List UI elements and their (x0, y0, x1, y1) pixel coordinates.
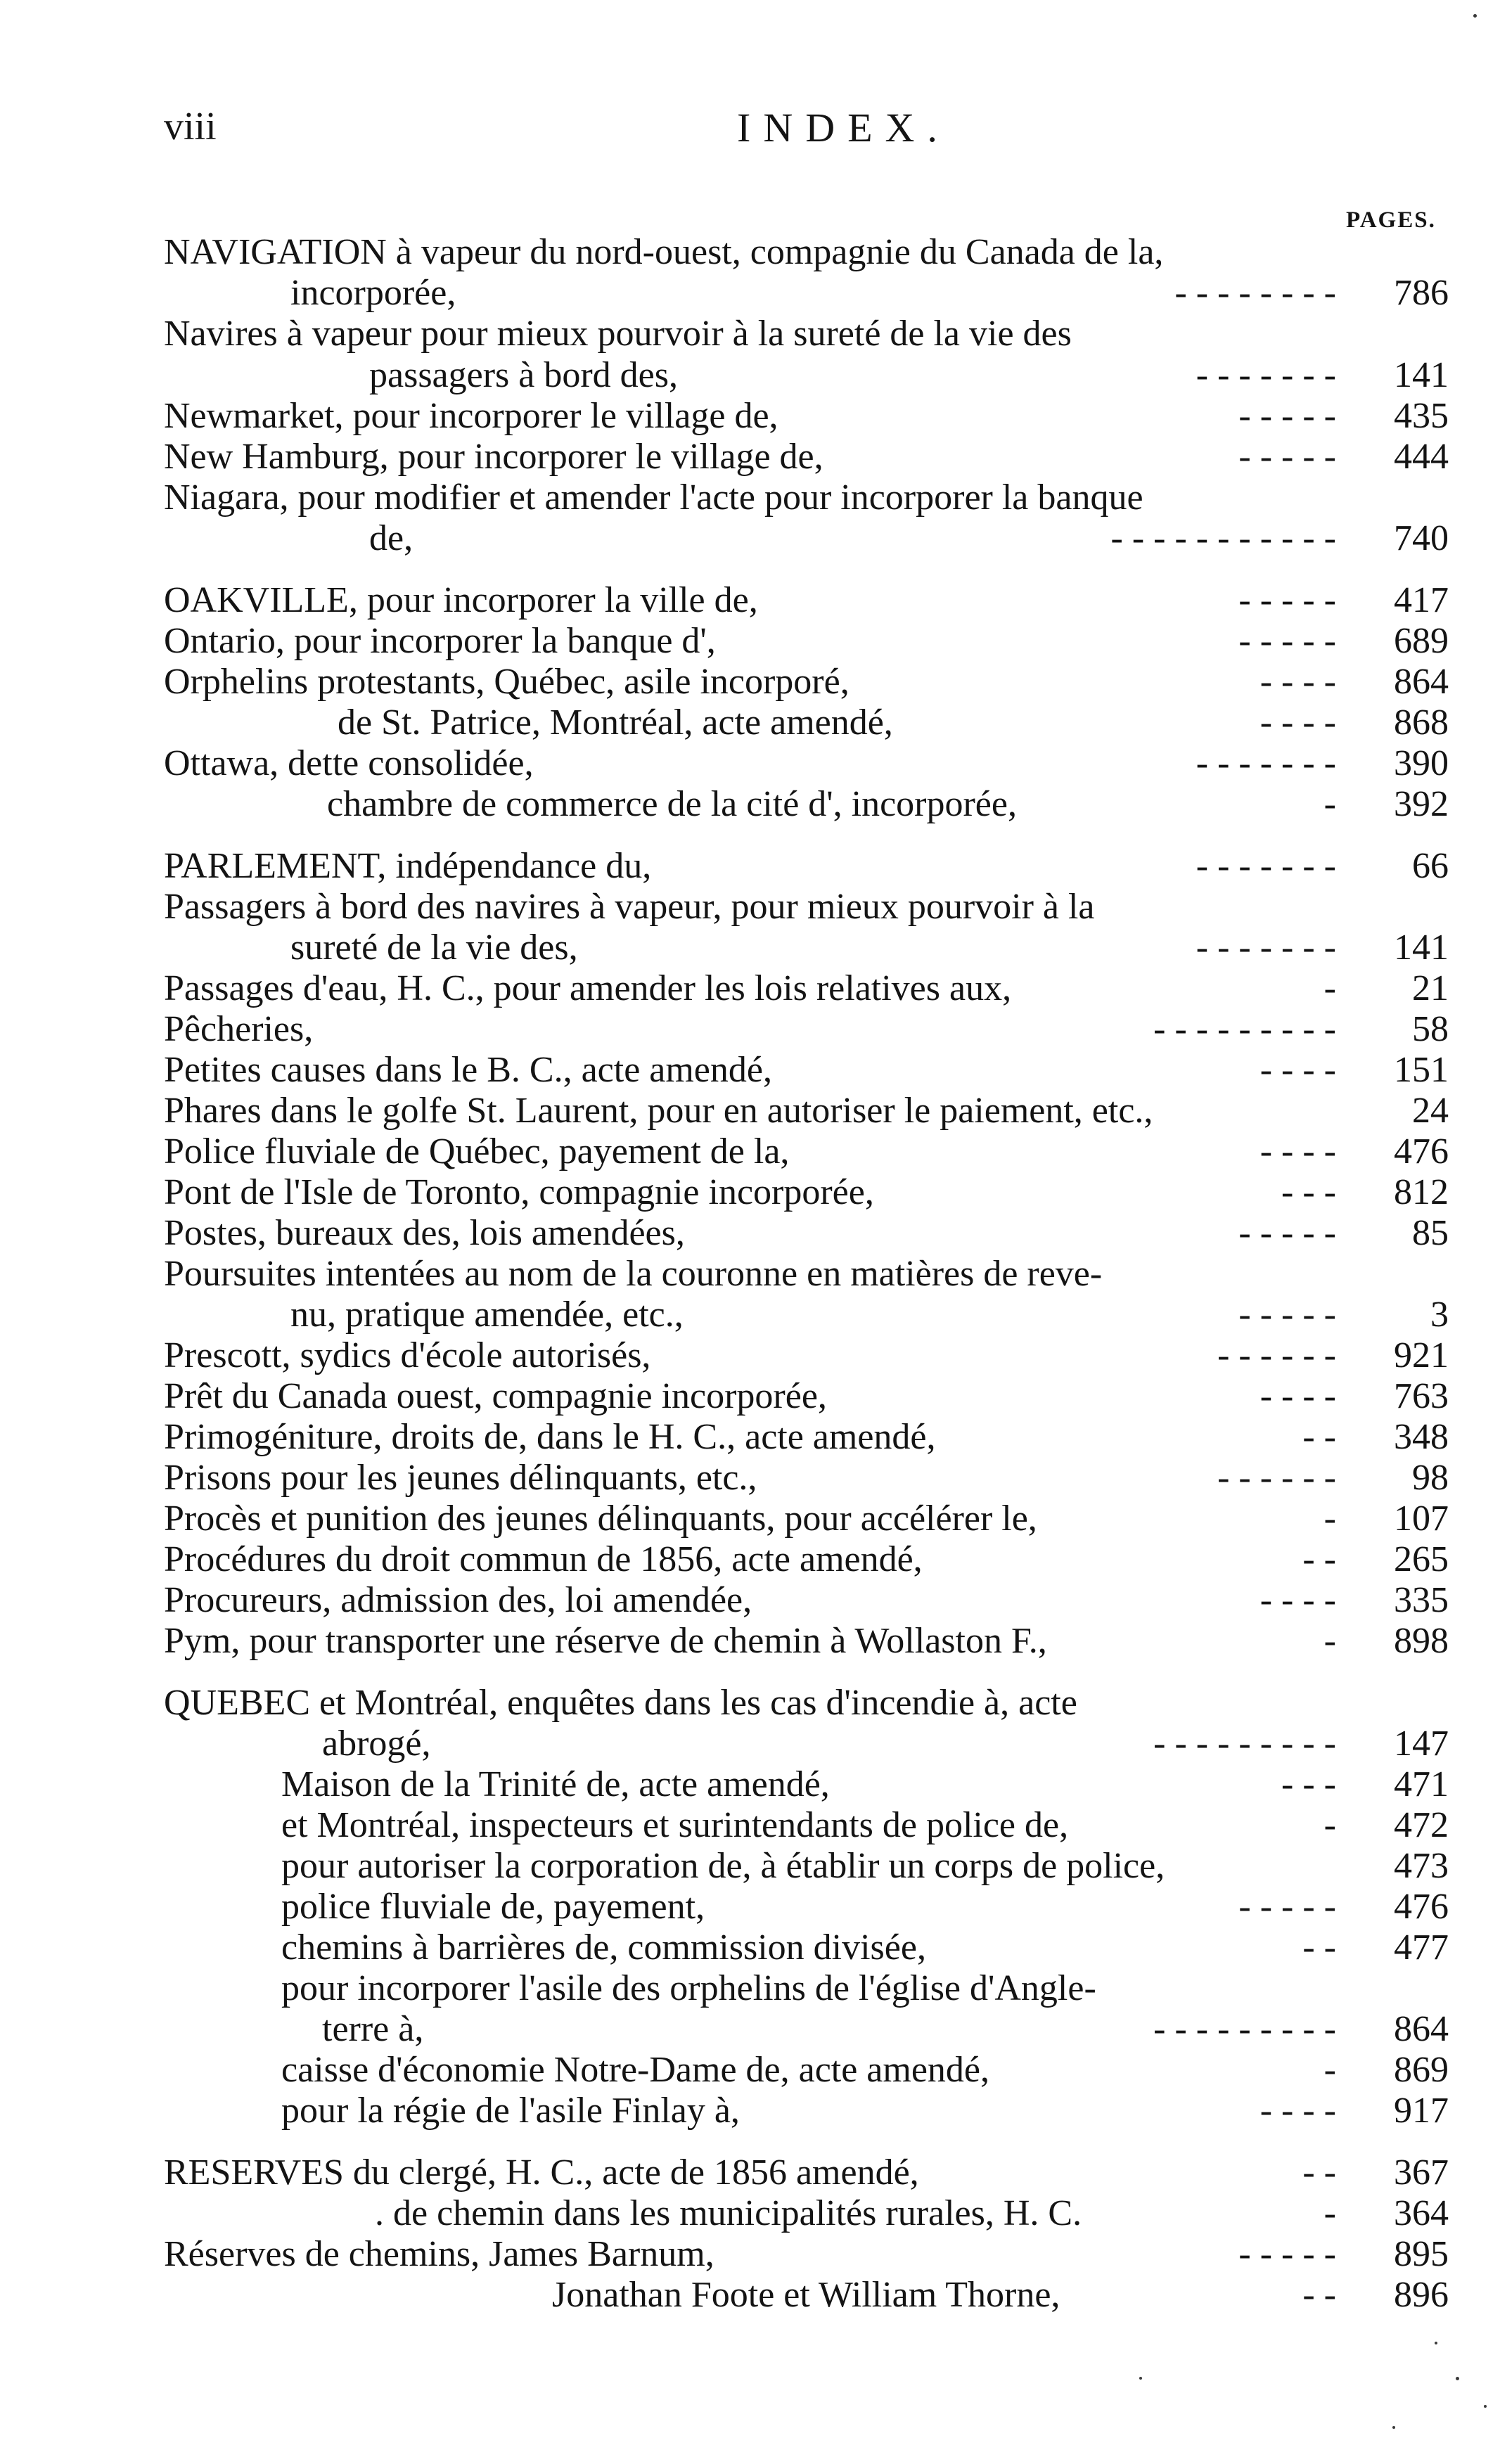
index-entry (0, 518, 1500, 559)
entry-page-number: 141 (1394, 928, 1449, 968)
scan-speck (1435, 2342, 1437, 2344)
index-entry (0, 1131, 1500, 1172)
index-entry (0, 662, 1500, 702)
index-entry (0, 1254, 1500, 1295)
entry-text: terre à, (322, 2009, 424, 2049)
entry-page-number: 151 (1394, 1050, 1449, 1090)
entry-text: Newmarket, pour incorporer le village de, (164, 396, 778, 436)
index-entry (0, 2152, 1500, 2193)
entry-text: . de chemin dans les municipalités rurales, H. C. (375, 2193, 1082, 2233)
entry-leader-dashes: - - (1302, 1539, 1336, 1579)
entry-text: Réserves de chemins, James Barnum, (164, 2234, 714, 2274)
entry-leader-dashes: - (1323, 1621, 1336, 1661)
index-entry (0, 355, 1500, 396)
entry-text: sureté de la vie des, (290, 928, 578, 968)
entry-text: Niagara, pour modifier et amender l'acte pour incorporer la banque (164, 477, 1143, 518)
entry-text: police fluviale de, payement, (281, 1887, 705, 1927)
index-entry (0, 743, 1500, 784)
entry-leader-dashes: - - - - - - - (1195, 743, 1336, 783)
entry-leader-dashes: - - - - - (1238, 1295, 1336, 1335)
index-entry (0, 1417, 1500, 1458)
entry-page-number: 3 (1430, 1295, 1449, 1335)
entry-page-number: 473 (1394, 1846, 1449, 1886)
entry-page-number: 85 (1412, 1213, 1449, 1253)
entry-leader-dashes: - - - - (1259, 1580, 1336, 1620)
entry-page-number: 390 (1394, 743, 1449, 783)
entry-leader-dashes: - (1323, 968, 1336, 1008)
entry-text: Primogéniture, droits de, dans le H. C., acte amendé, (164, 1417, 936, 1457)
index-entry (0, 1499, 1500, 1539)
entry-text: chemins à barrières de, commission divisée, (281, 1927, 926, 1968)
entry-text: de, (369, 518, 414, 558)
entry-text: pour la régie de l'asile Finlay à, (281, 2091, 740, 2131)
entry-text: et Montréal, inspecteurs et surintendants de police de, (281, 1805, 1069, 1845)
page-title: INDEX. (737, 105, 950, 150)
entry-page-number: 21 (1412, 968, 1449, 1008)
scan-speck (1139, 2377, 1142, 2380)
entry-leader-dashes: - - - - (1259, 1131, 1336, 1172)
entry-text: Jonathan Foote et William Thorne, (552, 2275, 1060, 2315)
index-entry (0, 437, 1500, 477)
entry-text: Procès et punition des jeunes délinquants, pour accélérer le, (164, 1499, 1037, 1539)
index-entry (0, 1580, 1500, 1621)
index-entry (0, 1091, 1500, 1131)
entry-text: de St. Patrice, Montréal, acte amendé, (338, 702, 893, 743)
entry-text: pour autoriser la corporation de, à établir un corps de police, (281, 1846, 1165, 1886)
entry-text: Prêt du Canada ouest, compagnie incorporée, (164, 1376, 827, 1416)
entry-text: Poursuites intentées au nom de la couronne en matières de reve- (164, 1254, 1103, 1294)
index-entry (0, 1335, 1500, 1376)
index-entry (0, 968, 1500, 1009)
scan-speck (1392, 2426, 1395, 2429)
index-entry (0, 1683, 1500, 1724)
entry-leader-dashes: - - - - (1259, 702, 1336, 743)
index-entry (0, 1764, 1500, 1805)
entry-page-number: 763 (1394, 1376, 1449, 1416)
entry-leader-dashes: - - - - - - - (1195, 846, 1336, 886)
entry-leader-dashes: - - - - - - (1217, 1458, 1336, 1498)
index-entry (0, 580, 1500, 621)
entry-leader-dashes: - - - - - (1238, 621, 1336, 661)
index-entry (0, 2234, 1500, 2275)
entry-leader-dashes: - - - - - - - - - (1153, 1724, 1336, 1764)
index-entry (0, 1376, 1500, 1417)
entry-leader-dashes: - - (1302, 1927, 1336, 1968)
entry-text: RESERVES du clergé, H. C., acte de 1856 amendé, (164, 2152, 919, 2193)
entry-text: PARLEMENT, indépendance du, (164, 846, 652, 886)
entry-text: Passagers à bord des navires à vapeur, pour mieux pourvoir à la (164, 887, 1095, 927)
index-entry (0, 621, 1500, 662)
entry-leader-dashes: - - - - - - - - - (1153, 1009, 1336, 1049)
entry-text: Ontario, pour incorporer la banque d', (164, 621, 716, 661)
index-entry (0, 928, 1500, 968)
index-entry (0, 1539, 1500, 1580)
entry-page-number: 471 (1394, 1764, 1449, 1804)
entry-leader-dashes: - - (1302, 2275, 1336, 2315)
index-entry (0, 232, 1500, 273)
entry-text: incorporée, (290, 273, 456, 313)
entry-text: Pym, pour transporter une réserve de chemin à Wollaston F., (164, 1621, 1047, 1661)
entry-text: Police fluviale de Québec, payement de la, (164, 1131, 790, 1172)
entry-page-number: 786 (1394, 273, 1449, 313)
entry-page-number: 898 (1394, 1621, 1449, 1661)
entry-text: Navires à vapeur pour mieux pourvoir à la sureté de la vie des (164, 314, 1072, 354)
entry-text: Passages d'eau, H. C., pour amender les lois relatives aux, (164, 968, 1012, 1008)
entry-page-number: 58 (1412, 1009, 1449, 1049)
entry-page-number: 476 (1394, 1887, 1449, 1927)
index-entry (0, 1846, 1500, 1887)
index-entry (0, 1050, 1500, 1091)
index-entry (0, 702, 1500, 743)
entry-text: Procédures du droit commun de 1856, acte amendé, (164, 1539, 923, 1579)
index-entry (0, 1458, 1500, 1499)
entry-leader-dashes: - - - (1281, 1764, 1336, 1804)
entry-leader-dashes: - - - - - - - - (1174, 273, 1336, 313)
entry-page-number: 141 (1394, 355, 1449, 395)
entry-page-number: 147 (1394, 1724, 1449, 1764)
entry-text: pour incorporer l'asile des orphelins de l'église d'Angle- (281, 1968, 1096, 2008)
entry-page-number: 348 (1394, 1417, 1449, 1457)
index-entry (0, 2091, 1500, 2131)
index-entry (0, 1009, 1500, 1050)
entry-page-number: 868 (1394, 702, 1449, 743)
entry-page-number: 812 (1394, 1172, 1449, 1212)
entry-page-number: 367 (1394, 2152, 1449, 2193)
index-entry (0, 846, 1500, 887)
page-number: viii (164, 105, 217, 148)
entry-page-number: 896 (1394, 2275, 1449, 2315)
index-entry (0, 477, 1500, 518)
index-entry (0, 2193, 1500, 2234)
entry-text: Orphelins protestants, Québec, asile incorporé, (164, 662, 850, 702)
scan-speck (1456, 2377, 1459, 2380)
entry-page-number: 98 (1412, 1458, 1449, 1498)
entry-page-number: 864 (1394, 662, 1449, 702)
index-entry (0, 1295, 1500, 1335)
entry-leader-dashes: - (1323, 1805, 1336, 1845)
entry-leader-dashes: - - - - (1259, 662, 1336, 702)
entry-text: caisse d'économie Notre-Dame de, acte amendé, (281, 2050, 989, 2090)
entry-page-number: 864 (1394, 2009, 1449, 2049)
scan-speck (1484, 2405, 1487, 2408)
entry-page-number: 107 (1394, 1499, 1449, 1539)
entry-page-number: 66 (1412, 846, 1449, 886)
entry-leader-dashes: - - - - - - (1217, 1335, 1336, 1375)
entry-leader-dashes: - (1323, 2050, 1336, 2090)
entry-text: Phares dans le golfe St. Laurent, pour en autoriser le paiement, etc., (164, 1091, 1153, 1131)
index-entry (0, 1621, 1500, 1662)
entry-page-number: 364 (1394, 2193, 1449, 2233)
entry-leader-dashes: - - - - (1259, 1050, 1336, 1090)
entry-leader-dashes: - (1323, 784, 1336, 824)
entry-leader-dashes: - - - - - (1238, 1213, 1336, 1253)
entry-leader-dashes: - - - - (1259, 2091, 1336, 2131)
index-entry (0, 273, 1500, 314)
index-entry (0, 1724, 1500, 1764)
entry-leader-dashes: - - - - (1259, 1376, 1336, 1416)
entry-text: Ottawa, dette consolidée, (164, 743, 534, 783)
entry-page-number: 740 (1394, 518, 1449, 558)
entry-page-number: 24 (1412, 1091, 1449, 1131)
entry-text: Prisons pour les jeunes délinquants, etc., (164, 1458, 757, 1498)
entry-leader-dashes: - (1323, 1499, 1336, 1539)
entry-page-number: 921 (1394, 1335, 1449, 1375)
index-entry (0, 887, 1500, 928)
entry-page-number: 917 (1394, 2091, 1449, 2131)
entry-leader-dashes: - - (1302, 1417, 1336, 1457)
index-entry (0, 1213, 1500, 1254)
index-entry (0, 1805, 1500, 1846)
index-entry (0, 1927, 1500, 1968)
entry-leader-dashes: - - - - - - - (1195, 928, 1336, 968)
pages-column-label: PAGES. (1346, 207, 1436, 233)
entry-leader-dashes: - - - - - (1238, 2234, 1336, 2274)
index-entry (0, 1887, 1500, 1927)
entry-text: Pont de l'Isle de Toronto, compagnie incorporée, (164, 1172, 874, 1212)
entry-leader-dashes: - - (1302, 2152, 1336, 2193)
index-entry (0, 2009, 1500, 2050)
entry-page-number: 476 (1394, 1131, 1449, 1172)
entry-leader-dashes: - - - - - (1238, 437, 1336, 477)
entry-page-number: 444 (1394, 437, 1449, 477)
entry-leader-dashes: - - - (1281, 1172, 1336, 1212)
index-entry (0, 784, 1500, 825)
index-entry (0, 1968, 1500, 2009)
index-entry (0, 2275, 1500, 2316)
entry-leader-dashes: - - - - - (1238, 396, 1336, 436)
entry-leader-dashes: - (1323, 2193, 1336, 2233)
entry-page-number: 417 (1394, 580, 1449, 620)
entry-text: OAKVILLE, pour incorporer la ville de, (164, 580, 758, 620)
entry-text: NAVIGATION à vapeur du nord-ouest, compagnie du Canada de la, (164, 232, 1164, 272)
entry-text: Pêcheries, (164, 1009, 314, 1049)
index-entry (0, 2050, 1500, 2091)
entry-text: passagers à bord des, (369, 355, 678, 395)
entry-leader-dashes: - - - - - - - - - (1153, 2009, 1336, 2049)
entry-page-number: 335 (1394, 1580, 1449, 1620)
entry-page-number: 895 (1394, 2234, 1449, 2274)
entry-page-number: 477 (1394, 1927, 1449, 1968)
entry-text: Petites causes dans le B. C., acte amendé, (164, 1050, 772, 1090)
entry-text: chambre de commerce de la cité d', incorporée, (327, 784, 1017, 824)
entry-text: abrogé, (322, 1724, 431, 1764)
entry-leader-dashes: - - - - - (1238, 580, 1336, 620)
entry-text: New Hamburg, pour incorporer le village de, (164, 437, 823, 477)
index-entry (0, 314, 1500, 354)
entry-page-number: 265 (1394, 1539, 1449, 1579)
entry-text: QUEBEC et Montréal, enquêtes dans les cas d'incendie à, acte (164, 1683, 1077, 1723)
index-entry (0, 396, 1500, 437)
entry-text: nu, pratique amendée, etc., (290, 1295, 684, 1335)
entry-page-number: 689 (1394, 621, 1449, 661)
entry-leader-dashes: - - - - - (1238, 1887, 1336, 1927)
index-entry (0, 1172, 1500, 1213)
entry-text: Maison de la Trinité de, acte amendé, (281, 1764, 830, 1804)
entry-text: Prescott, sydics d'école autorisés, (164, 1335, 651, 1375)
scan-speck (1473, 14, 1477, 18)
entry-text: Procureurs, admission des, loi amendée, (164, 1580, 752, 1620)
entry-leader-dashes: - - - - - - - - - - - (1110, 518, 1336, 558)
entry-leader-dashes: - - - - - - - (1195, 355, 1336, 395)
entry-page-number: 472 (1394, 1805, 1449, 1845)
entry-page-number: 435 (1394, 396, 1449, 436)
entry-page-number: 869 (1394, 2050, 1449, 2090)
entry-page-number: 392 (1394, 784, 1449, 824)
entry-text: Postes, bureaux des, lois amendées, (164, 1213, 685, 1253)
